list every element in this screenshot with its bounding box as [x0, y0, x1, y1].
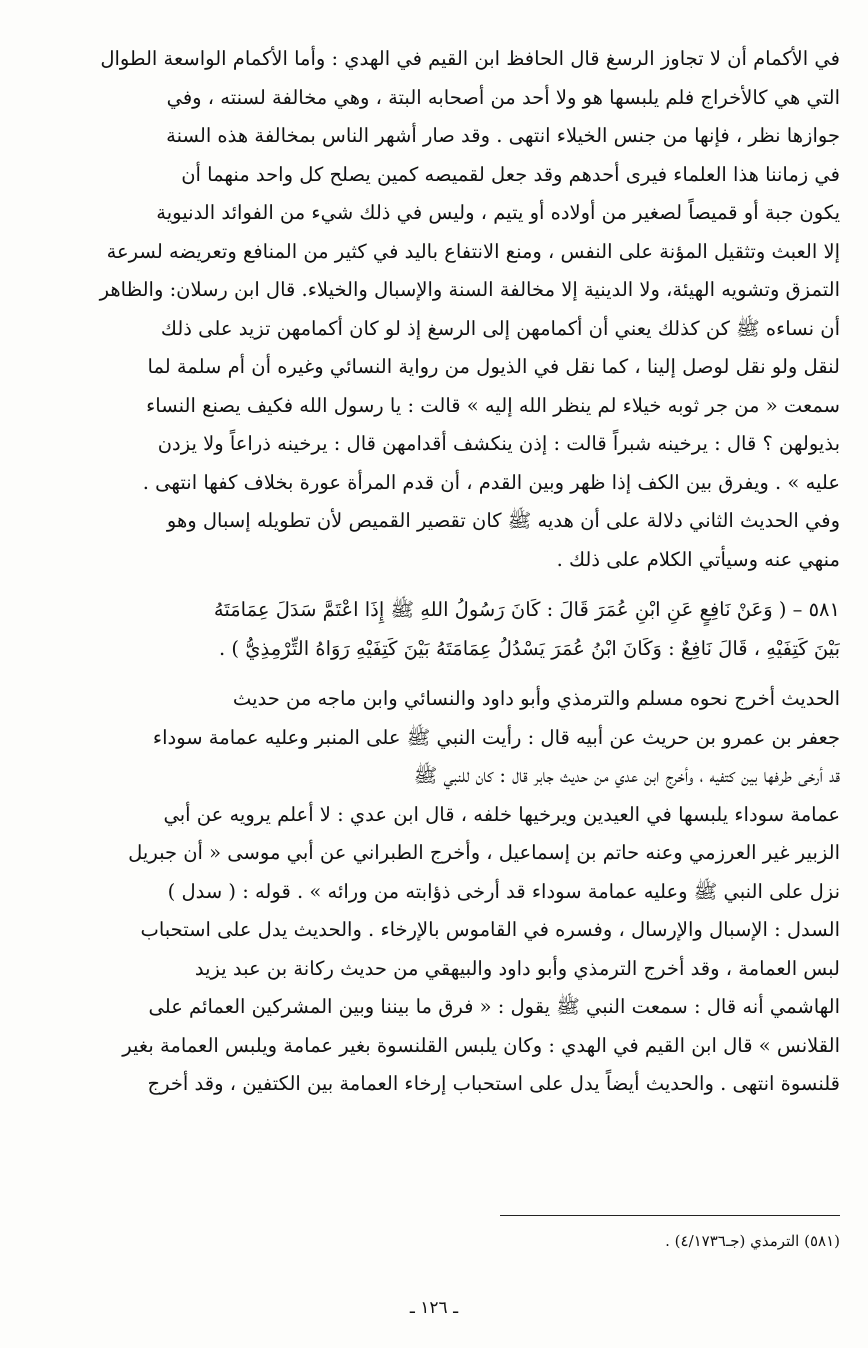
- text-line: الحديث أخرج نحوه مسلم والترمذي وأبو داود والنسائي وابن ماجه من حديث: [232, 687, 840, 710]
- text-line: أن نساءه ﷺ كن كذلك يعني أن أكمامهن إلى الرسغ إذ لو كان أكمامهن تزيد على ذلك: [160, 316, 840, 340]
- text-line: قد أرخى طرفها بين كتفيه ، وأخرج ابن عدي من حديث جابر قال : كان للنبي ﷺ: [413, 764, 840, 787]
- text-line: السدل : الإسبال والإرسال ، وفسره في القاموس بالإرخاء . والحديث يدل على استحباب: [140, 918, 840, 941]
- text-line: الزبير غير العرزمي وعنه حاتم بن إسماعيل ، وأخرج الطبراني عن أبي موسى « أن جبريل: [128, 841, 840, 864]
- text-line: منهي عنه وسيأتي الكلام على ذلك .: [556, 547, 840, 571]
- text-line: يكون جبة أو قميصاً لصغير من أولاده أو يتيم ، وليس في ذلك شيء من الفوائد الدنيوية: [156, 201, 840, 224]
- text-line: سمعت « من جر ثوبه خيلاء لم ينظر الله إليه » قالت : يا رسول الله فكيف يصنع النساء: [146, 393, 840, 417]
- text-line: عليه » . ويفرق بين الكف إذا ظهر وبين القدم ، أن قدم المرأة عورة بخلاف كفها انتهى .: [142, 470, 840, 494]
- text-line: جعفر بن عمرو بن حريث عن أبيه قال : رأيت النبي ﷺ على المنبر وعليه عمامة سوداء: [152, 725, 840, 749]
- paragraph-gap: [22, 579, 840, 591]
- page-text: [22, 40, 840, 1104]
- text-line: التي هي كالأخراج فلم يلبسها هو ولا أحد من أصحابه البتة ، وهي مخالفة لسنته ، وفي: [166, 85, 840, 109]
- text-line: نزل على النبي ﷺ وعليه عمامة سوداء قد أرخى ذؤابته من ورائه » . قوله : ( سدل ): [167, 879, 840, 903]
- text-line: عمامة سوداء يلبسها في العيدين ويرخيها خلفه ، قال ابن عدي : لا أعلم يرويه عن أبي: [163, 802, 840, 826]
- text-line: لبس العمامة ، وقد أخرج الترمذي وأبو داود والبيهقي من حديث ركانة بن عبد يزيد: [194, 956, 840, 980]
- text-line: لنقل ولو نقل لوصل إلينا ، كما نقل في الذيول من رواية النسائي وغيره أن أم سلمة لما: [147, 355, 840, 378]
- footnote-separator: [500, 1215, 840, 1216]
- paragraph-gap: [22, 668, 840, 680]
- text-line: القلانس » قال ابن القيم في الهدي : وكان يلبس القلنسوة بغير عمامة ويلبس العمامة بغير: [122, 1033, 840, 1057]
- footnote: (٥٨١) الترمذي (جـ٤/١٧٣٦) .: [665, 1232, 840, 1250]
- hadith-line: بَيْنَ كَتِفَيْهِ ، قَالَ نَافِعٌ : وَكَانَ ابْنُ عُمَرَ يَسْدُلُ عِمَامَتَهُ بَيْنَ كَتِفَيْهِ رَوَاهُ التِّرْمِذِيُّ ) .: [219, 636, 840, 660]
- text-line: إلا العبث وتثقيل المؤنة على النفس ، ومنع الانتفاع باليد في كثير من المنافع وتعريضه لسرعة: [106, 239, 840, 263]
- text-line: قلنسوة انتهى . والحديث أيضاً يدل على استحباب إرخاء العمامة بين الكتفين ، وقد أخرج: [147, 1072, 840, 1095]
- text-line: الهاشمي أنه قال : سمعت النبي ﷺ يقول : « فرق ما بيننا وبين المشركين العمائم على: [148, 995, 840, 1018]
- text-line: بذيولهن ؟ قال : يرخينه شبراً قالت : إذن ينكشف أقدامهن قال : يرخينه ذراعاً ولا يزدن: [157, 432, 840, 455]
- hadith-line: ٥٨١ – ( وَعَنْ نَافِعٍ عَنِ ابْنِ عُمَرَ قَالَ : كَانَ رَسُولُ اللهِ ﷺ إِذَا اعْتَمَّ سَدَلَ عِمَامَتَهُ: [213, 598, 840, 621]
- page-number: ـ ١٢٦ ـ: [409, 1298, 459, 1318]
- text-line: في زماننا هذا العلماء فيرى أحدهم وقد جعل لقميصه كمين يصلح كل واحد منهما أن: [181, 162, 840, 186]
- text-line: جوازها نظر ، فإنها من جنس الخيلاء انتهى . وقد صار أشهر الناس بمخالفة هذه السنة: [166, 124, 840, 147]
- text-line: وفي الحديث الثاني دلالة على أن هديه ﷺ كان تقصير القميص لأن تطويله إسبال وهو: [166, 509, 840, 532]
- text-line: التمزق وتشويه الهيئة، ولا الدينية إلا مخالفة السنة والإسبال والخيلاء. قال ابن رسلان: والظاهر: [99, 278, 840, 301]
- text-line: في الأكمام أن لا تجاوز الرسغ قال الحافظ ابن القيم في الهدي : وأما الأكمام الواسعة الطوال: [100, 47, 840, 70]
